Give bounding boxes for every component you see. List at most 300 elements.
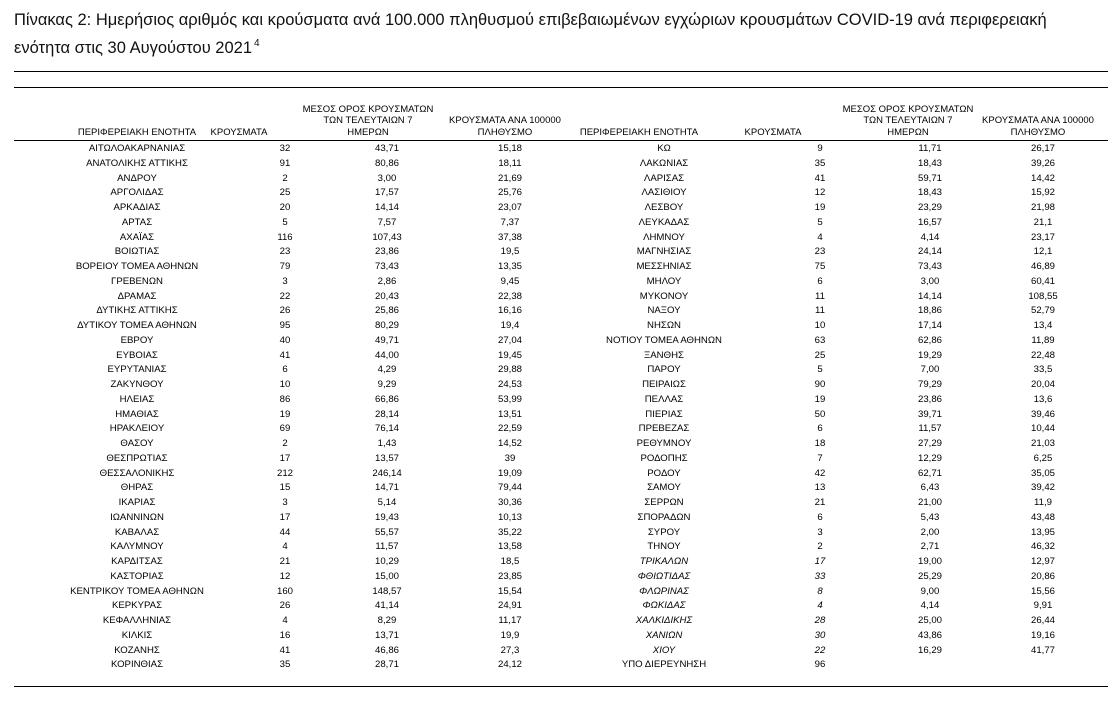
left-avg7-cell: 3,00 <box>377 172 397 184</box>
left-avg7-cell: 73,43 <box>374 261 399 272</box>
right-cases-cell: 3 <box>817 526 823 538</box>
right-per100k-cell: 46,89 <box>1030 261 1055 272</box>
left-avg7-cell: 25,86 <box>374 305 399 317</box>
right-per100k-cell: 60,41 <box>1030 275 1055 287</box>
right-avg7-cell: 14,14 <box>917 290 942 302</box>
table-caption <box>14 8 1104 60</box>
right-region-cell: ΛΑΡΙΣΑΣ <box>643 172 685 184</box>
right-per100k-cell: 39,42 <box>1030 482 1055 494</box>
table-row <box>14 260 1108 275</box>
left-avg7-cell: 66,86 <box>374 393 399 405</box>
right-region-cell: ΡΟΔΟΥ <box>647 467 681 479</box>
table-row <box>14 393 1108 408</box>
left-cases-cell: 3 <box>282 275 288 287</box>
left-region-cell: ΗΡΑΚΛΕΙΟΥ <box>109 423 165 435</box>
left-per100k-cell: 24,91 <box>497 600 522 612</box>
right-avg7-cell <box>876 658 984 673</box>
right-avg7-cell: 16,29 <box>917 644 942 656</box>
right-cases-cell: 6 <box>817 511 823 523</box>
right-avg7-cell: 18,86 <box>917 305 942 317</box>
left-per100k-cell: 27,3 <box>500 644 520 656</box>
right-cases-cell: 23 <box>814 246 826 258</box>
right-per100k-cell: 22,48 <box>1030 349 1055 361</box>
right-avg7-cell: 21,00 <box>917 497 942 508</box>
left-cases-cell: 44 <box>279 526 291 538</box>
left-cases-cell: 23 <box>279 246 291 258</box>
left-avg7-cell: 13,71 <box>374 629 399 641</box>
right-cases-cell: 41 <box>814 172 826 184</box>
left-avg7-cell: 246,14 <box>372 467 402 479</box>
left-region-cell: ΚΙΛΚΙΣ <box>121 629 153 641</box>
left-region-cell: ΚΕΡΚΥΡΑΣ <box>111 600 162 612</box>
right-region-cell: ΛΑΣΙΘΙΟΥ <box>641 187 687 199</box>
left-per100k-cell: 23,07 <box>497 202 522 213</box>
right-per100k-cell: 39,26 <box>1030 157 1055 169</box>
table-row <box>14 496 1108 511</box>
right-avg7-cell: 43,86 <box>917 629 942 641</box>
right-per100k-cell: 12,97 <box>1030 556 1055 567</box>
right-region-cell: ΦΩΚΙΔΑΣ <box>642 600 686 612</box>
right-region-cell: ΧΑΝΙΩΝ <box>645 629 683 641</box>
right-avg7-cell: 17,14 <box>917 320 942 331</box>
left-region-cell: ΖΑΚΥΝΘΟΥ <box>110 379 164 390</box>
left-avg7-cell: 49,71 <box>374 334 399 346</box>
right-region-cell: ΦΛΩΡΙΝΑΣ <box>639 585 689 597</box>
left-avg7-cell: 17,57 <box>374 187 399 199</box>
left-per100k-cell: 79,44 <box>497 482 522 494</box>
right-per100k-cell: 39,46 <box>1030 408 1055 420</box>
left-cases-cell: 21 <box>279 556 291 567</box>
right-region-cell: ΜΥΚΟΝΟΥ <box>639 290 689 302</box>
right-per100k-cell: 52,79 <box>1030 305 1055 317</box>
left-avg7-cell: 4,29 <box>377 364 397 376</box>
left-cases-cell: 17 <box>279 452 291 464</box>
left-avg7-cell: 15,00 <box>374 570 399 582</box>
left-region-cell: ΔΥΤΙΚΟΥ ΤΟΜΕΑ ΑΘΗΝΩΝ <box>77 320 197 331</box>
left-avg7-cell: 80,29 <box>374 320 399 331</box>
right-per100k-cell: 46,32 <box>1030 541 1055 553</box>
table-row <box>14 157 1108 172</box>
right-cases-cell: 18 <box>814 438 826 449</box>
left-region-cell: ΙΩΑΝΝΙΝΩΝ <box>110 511 164 523</box>
bottom-rule <box>14 686 1108 687</box>
right-region-cell: ΧΑΛΚΙΔΙΚΗΣ <box>635 615 693 626</box>
left-per100k-cell: 21,69 <box>497 172 522 184</box>
table-top-rule <box>14 87 1108 88</box>
right-per100k-cell: 20,04 <box>1030 379 1055 390</box>
right-cases-cell: 13 <box>814 482 826 494</box>
left-per100k-cell: 19,4 <box>500 320 520 331</box>
table-row <box>14 142 1108 157</box>
left-region-cell: ΑΡΤΑΣ <box>121 216 153 228</box>
left-region-cell: ΑΡΚΑΔΙΑΣ <box>113 202 161 213</box>
right-per100k-cell: 21,03 <box>1030 438 1055 449</box>
right-cases-cell: 10 <box>814 320 826 331</box>
right-avg7-cell: 79,29 <box>917 379 942 390</box>
left-per100k-cell: 13,35 <box>497 261 522 272</box>
right-avg7-cell: 12,29 <box>917 452 942 464</box>
table-row <box>14 422 1108 437</box>
left-cases-cell: 41 <box>279 349 291 361</box>
left-per100k-cell: 14,52 <box>497 438 522 449</box>
table-row <box>14 629 1108 644</box>
right-avg7-cell: 2,71 <box>920 541 940 553</box>
table-row <box>14 540 1108 555</box>
right-cases-cell: 17 <box>814 556 826 567</box>
table-row <box>14 614 1108 629</box>
right-cases-cell: 19 <box>814 393 826 405</box>
left-avg7-cell: 8,29 <box>377 615 397 626</box>
left-region-cell: ΗΜΑΘΙΑΣ <box>115 408 159 420</box>
left-region-cell: ΚΑΛΥΜΝΟΥ <box>110 541 164 553</box>
left-per100k-cell: 18,5 <box>500 556 520 567</box>
table-row <box>14 275 1108 290</box>
header-cases-left: ΚΡΟΥΣΜΑΤΑ <box>210 126 268 138</box>
right-avg7-cell: 4,14 <box>920 600 940 612</box>
left-cases-cell: 26 <box>279 305 291 317</box>
left-per100k-cell: 22,59 <box>497 423 522 435</box>
left-per100k-cell: 27,04 <box>497 334 522 346</box>
right-avg7-cell: 9,00 <box>920 585 940 597</box>
left-cases-cell: 91 <box>279 157 291 169</box>
table-row <box>14 452 1108 467</box>
table-row <box>14 526 1108 541</box>
right-avg7-cell: 23,29 <box>917 202 942 213</box>
table-row <box>14 319 1108 334</box>
right-cases-cell: 5 <box>817 364 823 376</box>
right-avg7-cell: 24,14 <box>917 246 942 258</box>
right-avg7-cell: 18,43 <box>917 157 942 169</box>
left-cases-cell: 12 <box>279 570 291 582</box>
right-cases-cell: 5 <box>817 216 823 228</box>
left-cases-cell: 26 <box>279 600 291 612</box>
right-avg7-cell: 62,86 <box>917 334 942 346</box>
right-per100k-cell: 13,4 <box>1033 320 1053 331</box>
header-rule <box>14 140 1108 141</box>
left-per100k-cell: 16,16 <box>497 305 522 317</box>
left-region-cell: ΔΡΑΜΑΣ <box>117 290 157 302</box>
right-avg7-cell: 2,00 <box>920 526 940 538</box>
left-per100k-cell: 15,18 <box>497 143 522 154</box>
right-avg7-cell: 59,71 <box>917 172 942 184</box>
caption-footnote: 4 <box>254 38 260 49</box>
right-per100k-cell: 15,56 <box>1030 585 1055 597</box>
right-region-cell: ΝΗΣΩΝ <box>647 320 681 331</box>
left-cases-cell: 16 <box>279 629 291 641</box>
left-per100k-cell: 9,45 <box>500 275 520 287</box>
left-cases-cell: 15 <box>279 482 291 494</box>
left-cases-cell: 2 <box>282 438 288 449</box>
left-cases-cell: 4 <box>282 541 288 553</box>
left-per100k-cell: 19,9 <box>500 629 520 641</box>
left-avg7-cell: 55,57 <box>374 526 399 538</box>
left-avg7-cell: 28,14 <box>374 408 399 420</box>
left-cases-cell: 5 <box>282 216 288 228</box>
right-region-cell: ΜΕΣΣΗΝΙΑΣ <box>636 261 692 272</box>
right-cases-cell: 6 <box>817 275 823 287</box>
right-region-cell: ΥΠΟ ΔΙΕΡΕΥΝΗΣΗ <box>621 659 707 671</box>
right-region-cell: ΝΑΞΟΥ <box>647 305 681 317</box>
left-per100k-cell: 11,17 <box>498 615 522 626</box>
table-row <box>14 349 1108 364</box>
table-row <box>14 245 1108 260</box>
left-cases-cell: 41 <box>279 644 291 656</box>
right-cases-cell: 28 <box>814 615 826 626</box>
left-region-cell: ΑΝΑΤΟΛΙΚΗΣ ΑΤΤΙΚΗΣ <box>86 157 188 169</box>
right-cases-cell: 6 <box>817 423 823 435</box>
right-region-cell: ΠΡΕΒΕΖΑΣ <box>638 423 690 435</box>
right-per100k-cell: 12,1 <box>1033 246 1053 258</box>
right-region-cell: ΠΕΛΛΑΣ <box>644 393 684 405</box>
right-avg7-cell: 11,57 <box>918 423 942 435</box>
right-region-cell: ΣΥΡΟΥ <box>647 526 681 538</box>
left-per100k-cell: 23,85 <box>497 570 522 582</box>
header-per100k-left: ΚΡΟΥΣΜΑΤΑ ΑΝΑ 100000 ΠΛΗΘΥΣΜΟ <box>449 115 561 138</box>
left-per100k-cell: 39 <box>504 452 516 464</box>
left-per100k-cell: 29,88 <box>497 364 522 376</box>
table-row <box>14 408 1108 423</box>
right-cases-cell: 9 <box>817 143 823 154</box>
right-per100k-cell: 20,86 <box>1030 570 1055 582</box>
right-region-cell: ΛΑΚΩΝΙΑΣ <box>639 157 689 169</box>
left-region-cell: ΗΛΕΙΑΣ <box>119 393 155 405</box>
right-per100k-cell: 35,05 <box>1030 467 1055 479</box>
left-cases-cell: 20 <box>279 202 291 213</box>
left-region-cell: ΚΕΦΑΛΛΗΝΙΑΣ <box>102 615 172 626</box>
right-cases-cell: 50 <box>814 408 826 420</box>
right-cases-cell: 11 <box>815 305 825 317</box>
left-region-cell: ΑΧΑΪΑΣ <box>119 231 155 243</box>
left-per100k-cell: 19,5 <box>500 246 520 258</box>
right-avg7-cell: 73,43 <box>917 261 942 272</box>
left-cases-cell: 22 <box>279 290 291 302</box>
right-cases-cell: 4 <box>817 600 823 612</box>
table-row <box>14 585 1108 600</box>
table-row <box>14 304 1108 319</box>
left-cases-cell: 116 <box>277 231 293 243</box>
left-cases-cell: 212 <box>276 467 293 479</box>
left-avg7-cell: 41,14 <box>374 600 399 612</box>
left-per100k-cell: 35,22 <box>497 526 522 538</box>
left-avg7-cell: 14,71 <box>374 482 399 494</box>
right-avg7-cell: 5,43 <box>920 511 940 523</box>
left-avg7-cell: 10,29 <box>374 556 399 567</box>
left-cases-cell: 2 <box>282 172 288 184</box>
right-region-cell: ΠΙΕΡΙΑΣ <box>645 408 683 420</box>
left-per100k-cell: 7,37 <box>500 216 520 228</box>
right-per100k-cell: 6,25 <box>1033 452 1053 464</box>
right-region-cell: ΦΘΙΩΤΙΔΑΣ <box>637 570 691 582</box>
left-region-cell: ΚΑΡΔΙΤΣΑΣ <box>111 556 163 567</box>
right-avg7-cell: 23,86 <box>917 393 942 405</box>
table-row <box>14 555 1108 570</box>
header-region-left: ΠΕΡΙΦΕΡΕΙΑΚΗ ΕΝΟΤΗΤΑ <box>77 126 197 138</box>
left-per100k-cell: 25,76 <box>497 187 522 199</box>
right-cases-cell: 90 <box>814 379 826 390</box>
left-per100k-cell: 24,12 <box>497 659 522 671</box>
right-per100k-cell: 13,6 <box>1033 393 1053 405</box>
right-per100k-cell: 10,44 <box>1030 423 1055 435</box>
left-region-cell: ΕΥΒΟΙΑΣ <box>116 349 158 361</box>
right-cases-cell: 7 <box>817 452 823 464</box>
left-cases-cell: 32 <box>279 143 291 154</box>
left-avg7-cell: 46,86 <box>374 644 399 656</box>
left-per100k-cell: 13,58 <box>497 541 522 553</box>
header-avg7-right: ΜΕΣΟΣ ΟΡΟΣ ΚΡΟΥΣΜΑΤΩΝ ΤΩΝ ΤΕΛΕΥΤΑΙΩΝ 7 ΗΜΕΡΩΝ <box>842 103 974 138</box>
left-region-cell: ΚΕΝΤΡΙΚΟΥ ΤΟΜΕΑ ΑΘΗΝΩΝ <box>70 585 204 597</box>
left-cases-cell: 17 <box>279 511 291 523</box>
header-avg7-left: ΜΕΣΟΣ ΟΡΟΣ ΚΡΟΥΣΜΑΤΩΝ ΤΩΝ ΤΕΛΕΥΤΑΙΩΝ 7 ΗΜΕΡΩΝ <box>302 103 434 138</box>
right-avg7-cell: 39,71 <box>917 408 942 420</box>
right-region-cell: ΛΗΜΝΟΥ <box>643 231 685 243</box>
left-region-cell: ΑΝΔΡΟΥ <box>117 172 157 184</box>
right-region-cell: ΠΑΡΟΥ <box>647 364 681 376</box>
left-region-cell: ΑΙΤΩΛΟΑΚΑΡΝΑΝΙΑΣ <box>88 143 186 154</box>
right-region-cell: ΣΠΟΡΑΔΩΝ <box>637 511 691 523</box>
right-region-cell: ΡΟΔΟΠΗΣ <box>640 452 688 464</box>
left-per100k-cell: 18,11 <box>498 157 522 169</box>
right-avg7-cell: 19,00 <box>917 556 942 567</box>
right-per100k-cell: 108,55 <box>1028 290 1058 302</box>
right-region-cell: ΠΕΙΡΑΙΩΣ <box>642 379 686 390</box>
left-region-cell: ΘΑΣΟΥ <box>120 438 154 449</box>
right-per100k-cell: 11,89 <box>1031 334 1055 346</box>
left-avg7-cell: 20,43 <box>374 290 399 302</box>
table-row <box>14 437 1108 452</box>
right-avg7-cell: 19,29 <box>917 349 942 361</box>
left-region-cell: ΘΕΣΣΑΛΟΝΙΚΗΣ <box>99 467 175 479</box>
right-per100k-cell: 13,95 <box>1030 526 1055 538</box>
right-cases-cell: 2 <box>817 541 823 553</box>
right-region-cell: ΤΗΝΟΥ <box>647 541 681 553</box>
left-per100k-cell: 19,45 <box>497 349 522 361</box>
table-row <box>14 378 1108 393</box>
left-cases-cell: 6 <box>282 364 288 376</box>
right-per100k-cell: 23,17 <box>1030 231 1055 243</box>
left-avg7-cell: 1,43 <box>377 438 397 449</box>
right-region-cell: ΧΙΟΥ <box>652 644 676 656</box>
header-region-right: ΠΕΡΙΦΕΡΕΙΑΚΗ ΕΝΟΤΗΤΑ <box>579 126 699 138</box>
left-per100k-cell: 30,36 <box>497 497 522 508</box>
right-avg7-cell: 25,00 <box>917 615 942 626</box>
left-region-cell: ΕΥΡΥΤΑΝΙΑΣ <box>107 364 167 376</box>
left-avg7-cell: 43,71 <box>374 143 399 154</box>
right-per100k-cell: 21,98 <box>1030 202 1055 213</box>
table-row <box>14 201 1108 216</box>
table-row <box>14 334 1108 349</box>
table-row <box>14 467 1108 482</box>
table-row <box>14 290 1108 305</box>
left-region-cell: ΙΚΑΡΙΑΣ <box>118 497 156 508</box>
left-cases-cell: 95 <box>279 320 291 331</box>
left-per100k-cell: 13,51 <box>497 408 522 420</box>
right-cases-cell: 33 <box>814 570 826 582</box>
left-per100k-cell: 53,99 <box>497 393 522 405</box>
right-cases-cell: 19 <box>814 202 826 213</box>
left-region-cell: ΕΒΡΟΥ <box>120 334 154 346</box>
left-avg7-cell: 80,86 <box>374 157 399 169</box>
table-row <box>14 481 1108 496</box>
table-row <box>14 511 1108 526</box>
right-avg7-cell: 6,43 <box>920 482 940 494</box>
table-row <box>14 570 1108 585</box>
left-avg7-cell: 7,57 <box>377 216 397 228</box>
header-per100k-right: ΚΡΟΥΣΜΑΤΑ ΑΝΑ 100000 ΠΛΗΘΥΣΜΟ <box>982 115 1094 138</box>
left-cases-cell: 160 <box>276 585 293 597</box>
left-cases-cell: 40 <box>279 334 291 346</box>
right-per100k-cell: 33,5 <box>1033 364 1053 376</box>
right-cases-cell: 25 <box>814 349 826 361</box>
right-region-cell: ΜΗΛΟΥ <box>646 275 682 287</box>
left-region-cell: ΔΥΤΙΚΗΣ ΑΤΤΙΚΗΣ <box>96 305 178 317</box>
right-per100k-cell: 43,48 <box>1030 511 1055 523</box>
right-cases-cell: 8 <box>817 585 823 597</box>
right-region-cell: ΜΑΓΝΗΣΙΑΣ <box>636 246 692 258</box>
left-avg7-cell: 5,14 <box>377 497 397 508</box>
left-cases-cell: 79 <box>279 261 291 272</box>
top-rule <box>14 71 1108 72</box>
left-cases-cell: 35 <box>279 659 291 671</box>
right-avg7-cell: 62,71 <box>917 467 942 479</box>
left-avg7-cell: 44,00 <box>374 349 399 361</box>
left-per100k-cell: 19,09 <box>497 467 522 479</box>
left-cases-cell: 3 <box>282 497 288 508</box>
right-cases-cell: 75 <box>814 261 826 272</box>
left-region-cell: ΒΟΙΩΤΙΑΣ <box>114 246 160 258</box>
right-avg7-cell: 3,00 <box>920 275 940 287</box>
left-region-cell: ΑΡΓΟΛΙΔΑΣ <box>110 187 164 199</box>
right-per100k-cell: 14,42 <box>1030 172 1055 184</box>
left-cases-cell: 4 <box>282 615 288 626</box>
right-region-cell: ΝΟΤΙΟΥ ΤΟΜΕΑ ΑΘΗΝΩΝ <box>606 334 722 346</box>
left-cases-cell: 10 <box>279 379 291 390</box>
right-per100k-cell <box>984 658 1102 673</box>
right-region-cell: ΡΕΘΥΜΝΟΥ <box>636 438 692 449</box>
right-per100k-cell: 21,1 <box>1033 216 1053 228</box>
data-table <box>14 142 1108 673</box>
left-per100k-cell: 22,38 <box>497 290 522 302</box>
right-cases-cell: 96 <box>814 659 826 671</box>
left-avg7-cell: 14,14 <box>374 202 399 213</box>
right-avg7-cell: 27,29 <box>917 438 942 449</box>
right-avg7-cell: 16,57 <box>917 216 942 228</box>
right-region-cell: ΤΡΙΚΑΛΩΝ <box>639 556 689 567</box>
left-cases-cell: 86 <box>279 393 291 405</box>
right-region-cell: ΣΕΡΡΩΝ <box>644 497 684 508</box>
left-avg7-cell: 107,43 <box>372 231 402 243</box>
left-cases-cell: 25 <box>279 187 291 199</box>
left-avg7-cell: 13,57 <box>374 452 399 464</box>
right-avg7-cell: 7,00 <box>920 364 940 376</box>
right-cases-cell: 30 <box>814 629 826 641</box>
left-region-cell: ΒΟΡΕΙΟΥ ΤΟΜΕΑ ΑΘΗΝΩΝ <box>75 261 199 272</box>
right-per100k-cell: 41,77 <box>1030 644 1055 656</box>
right-avg7-cell: 4,14 <box>920 231 940 243</box>
right-cases-cell: 12 <box>814 187 826 199</box>
right-cases-cell: 42 <box>814 467 826 479</box>
right-region-cell: ΚΩ <box>657 143 671 154</box>
left-per100k-cell: 37,38 <box>497 231 522 243</box>
table-row <box>14 644 1108 659</box>
header-cases-right: ΚΡΟΥΣΜΑΤΑ <box>744 126 802 138</box>
left-avg7-cell: 11,57 <box>375 541 399 553</box>
right-per100k-cell: 15,92 <box>1030 187 1055 199</box>
left-avg7-cell: 19,43 <box>374 511 399 523</box>
left-avg7-cell: 23,86 <box>374 246 399 258</box>
left-avg7-cell: 76,14 <box>374 423 399 435</box>
right-cases-cell: 4 <box>817 231 823 243</box>
left-cases-cell: 69 <box>279 423 291 435</box>
